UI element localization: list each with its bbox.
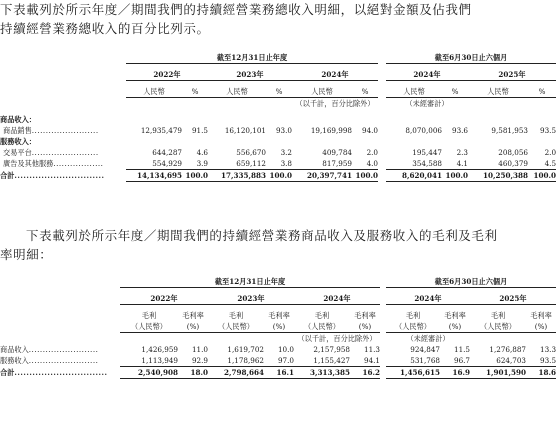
- cell: 100.0: [266, 170, 292, 182]
- year-header: 2025年: [470, 293, 556, 305]
- cell: 531,768: [386, 355, 440, 367]
- cell: 100.0: [528, 170, 556, 182]
- cell: 11.0: [191, 345, 208, 354]
- intro-line: 下表載列於所示年度／期間我們的持續經營業務商品收入及服務收入的毛利及毛利: [26, 228, 498, 243]
- year-header: 2025年: [468, 69, 556, 81]
- cell: 2.0: [544, 148, 557, 157]
- section-label-goods: 商品收入：: [0, 115, 36, 124]
- cell: 3.8: [266, 158, 292, 170]
- percent-header: %: [442, 86, 468, 98]
- gross-margin-header: 毛利率: [182, 311, 204, 320]
- table-row: 商品收入......................... 1,426,959 11.0 1,619,702 10.0 2,157,958 11.3 924,847 11.5 1,276,887 13.3: [0, 345, 557, 354]
- cell: 4.5: [528, 158, 556, 170]
- cell: 93.0: [275, 126, 292, 135]
- row-label: 商品銷售: [3, 126, 32, 135]
- cell: 14,134,695: [126, 170, 182, 182]
- gross-margin-header: 毛利率: [444, 311, 466, 320]
- cell: 8,620,041: [386, 170, 442, 182]
- year-header: 2024年: [294, 293, 380, 305]
- unit-note: （以千計，百分比除外）: [295, 99, 375, 108]
- table-row: 廣告及其他服務.................. 554,929 3.9 659,112 3.8 817,959 4.0 354,588 4.1 460,379 4.5: [3, 159, 557, 169]
- gross-margin-unit: (%): [526, 321, 556, 333]
- cell: 2,540,908: [120, 367, 178, 379]
- cell: 409,784: [322, 148, 352, 157]
- cell: 195,447: [412, 148, 443, 157]
- section-label-services: 服務收入：: [0, 137, 36, 146]
- gross-margin-header: 毛利率: [354, 311, 376, 320]
- cell: 2.3: [456, 148, 469, 157]
- total-row: 合計............................... 2,540,908 18.0 2,798,664 16.1 3,313,385 16.2 1,456,615 16.9 1,901,590 18.6: [0, 368, 557, 377]
- table-row: 交易平台........................ 644,287 4.6 556,670 3.2 409,784 2.0 195,447 2.3 208,056 2.0: [3, 148, 557, 157]
- row-label: 廣告及其他服務: [3, 159, 54, 169]
- row-label: 合計: [0, 171, 15, 180]
- unit-header: 人民幣: [386, 86, 442, 98]
- intro-line: 下表載列於所示年度／期間我們的持續經營業務總收入明細，以絕對金額及佔我們: [0, 2, 472, 17]
- cell: 1,113,949: [120, 355, 178, 367]
- gross-profit-unit: （人民幣）: [120, 321, 178, 333]
- table-row: 商品銷售........................ 12,935,479 91.5 16,120,101 93.0 19,169,998 94.0 8,070,006 93.6 9,581,953 93.5: [3, 126, 557, 135]
- gross-margin-unit: (%): [264, 321, 294, 333]
- cell: 556,670: [236, 148, 266, 157]
- cell: 13.3: [540, 345, 557, 354]
- gross-profit-unit: （人民幣）: [386, 321, 440, 333]
- unit-header: 人民幣: [126, 86, 182, 98]
- percent-header: %: [266, 86, 292, 98]
- group-header-six-months: 截至6月30日止六個月: [386, 52, 556, 64]
- cell: 554,929: [126, 158, 182, 170]
- year-header: 2022年: [126, 69, 208, 81]
- cell: 20,397,741: [292, 170, 352, 182]
- cell: 4.6: [196, 148, 208, 157]
- cell: 2.0: [366, 148, 379, 157]
- year-header: 2023年: [208, 293, 294, 305]
- cell: 94.1: [350, 355, 380, 367]
- cell: 624,703: [470, 355, 526, 367]
- cell: 3,313,385: [294, 367, 350, 379]
- cell: 924,847: [410, 345, 441, 354]
- cell: 2,157,958: [313, 345, 350, 354]
- cell: 3.9: [182, 158, 208, 170]
- cell: 11.3: [364, 345, 381, 354]
- gross-profit-header: 毛利: [314, 311, 330, 320]
- cell: 2,798,664: [208, 367, 264, 379]
- total-row: 合計.............................. 14,134,695 100.0 17,335,883 100.0 20,397,741 100.0 8,620,041 100.0 10,250,388 100.0: [0, 171, 557, 180]
- group-header-six-months: 截至6月30日止六個月: [386, 276, 556, 288]
- gross-profit-unit: （人民幣）: [208, 321, 264, 333]
- percent-header: %: [528, 86, 556, 98]
- cell: 92.9: [178, 355, 208, 367]
- table-row: 服務收入......................... 1,113,949 92.9 1,178,962 97.0 1,155,427 94.1 531,768 96.7 624,703 93.5: [0, 356, 557, 366]
- year-header: 2023年: [208, 69, 292, 81]
- gross-profit-table: [0, 276, 556, 379]
- group-header-fiscal-year: 截至12月31日止年度: [120, 276, 380, 288]
- cell: 18.0: [178, 367, 208, 379]
- cell: 817,959: [292, 158, 352, 170]
- gross-margin-unit: (%): [350, 321, 380, 333]
- unaudited-note: （未經審計）: [405, 99, 449, 108]
- cell: 1,901,590: [470, 367, 526, 379]
- intro-paragraph-2: [0, 226, 556, 264]
- gross-profit-unit: （人民幣）: [294, 321, 350, 333]
- cell: 8,070,006: [405, 126, 443, 135]
- cell: 1,155,427: [294, 355, 350, 367]
- cell: 16.1: [264, 367, 294, 379]
- cell: 16,120,101: [224, 126, 266, 135]
- cell: 1,426,959: [141, 345, 178, 354]
- cell: 3.2: [280, 148, 292, 157]
- cell: 208,056: [498, 148, 529, 157]
- year-header: 2024年: [292, 69, 378, 81]
- gross-profit-header: 毛利: [141, 311, 157, 320]
- cell: 10,250,388: [468, 170, 528, 182]
- year-header: 2024年: [386, 69, 468, 81]
- cell: 93.5: [540, 126, 557, 135]
- unit-header: 人民幣: [292, 86, 352, 98]
- unit-header: 人民幣: [208, 86, 266, 98]
- year-header: 2022年: [120, 293, 208, 305]
- unit-note: （以千計，百分比除外）: [297, 334, 377, 343]
- cell: 93.6: [452, 126, 469, 135]
- cell: 4.0: [352, 158, 378, 170]
- cell: 12,935,479: [140, 126, 182, 135]
- cell: 97.0: [264, 355, 294, 367]
- cell: 11.5: [454, 345, 471, 354]
- cell: 1,178,962: [208, 355, 264, 367]
- intro-paragraph-1: [0, 0, 556, 38]
- cell: 93.5: [526, 355, 556, 367]
- intro-line: 持續經營業務總收入的百分比列示。: [0, 21, 210, 36]
- row-label: 商品收入: [0, 345, 29, 354]
- row-label: 合計: [0, 368, 15, 377]
- year-header: 2024年: [386, 293, 470, 305]
- cell: 17,335,883: [208, 170, 266, 182]
- group-header-fiscal-year: 截至12月31日止年度: [126, 52, 378, 64]
- cell: 94.0: [362, 126, 379, 135]
- percent-header: %: [182, 86, 208, 98]
- cell: 644,287: [152, 148, 182, 157]
- cell: 9,581,953: [491, 126, 529, 135]
- cell: 460,379: [468, 158, 528, 170]
- cell: 354,588: [386, 158, 442, 170]
- gross-margin-header: 毛利率: [530, 311, 552, 320]
- intro-line: 率明細：: [0, 247, 53, 262]
- cell: 18.6: [526, 367, 556, 379]
- unit-header: 人民幣: [468, 86, 528, 98]
- cell: 4.1: [442, 158, 468, 170]
- gross-margin-header: 毛利率: [268, 311, 290, 320]
- percent-header: %: [352, 86, 378, 98]
- cell: 659,112: [208, 158, 266, 170]
- gross-profit-header: 毛利: [228, 311, 244, 320]
- cell: 16.2: [350, 367, 380, 379]
- unaudited-note: （未經審計）: [406, 334, 450, 343]
- cell: 100.0: [442, 170, 468, 182]
- cell: 1,619,702: [227, 345, 264, 354]
- cell: 96.7: [440, 355, 470, 367]
- cell: 19,169,998: [310, 126, 352, 135]
- cell: 1,276,887: [489, 345, 527, 354]
- cell: 10.0: [277, 345, 294, 354]
- gross-profit-unit: （人民幣）: [470, 321, 526, 333]
- cell: 100.0: [182, 170, 208, 182]
- row-label: 交易平台: [3, 148, 32, 157]
- cell: 16.9: [440, 367, 470, 379]
- gross-margin-unit: (%): [178, 321, 208, 333]
- row-label: 服務收入: [0, 356, 29, 366]
- cell: 91.5: [191, 126, 208, 135]
- gross-margin-unit: (%): [440, 321, 470, 333]
- cell: 100.0: [352, 170, 378, 182]
- revenue-breakdown-table: [0, 52, 556, 182]
- gross-profit-header: 毛利: [405, 311, 421, 320]
- gross-profit-header: 毛利: [490, 311, 506, 320]
- cell: 1,456,615: [386, 367, 440, 379]
